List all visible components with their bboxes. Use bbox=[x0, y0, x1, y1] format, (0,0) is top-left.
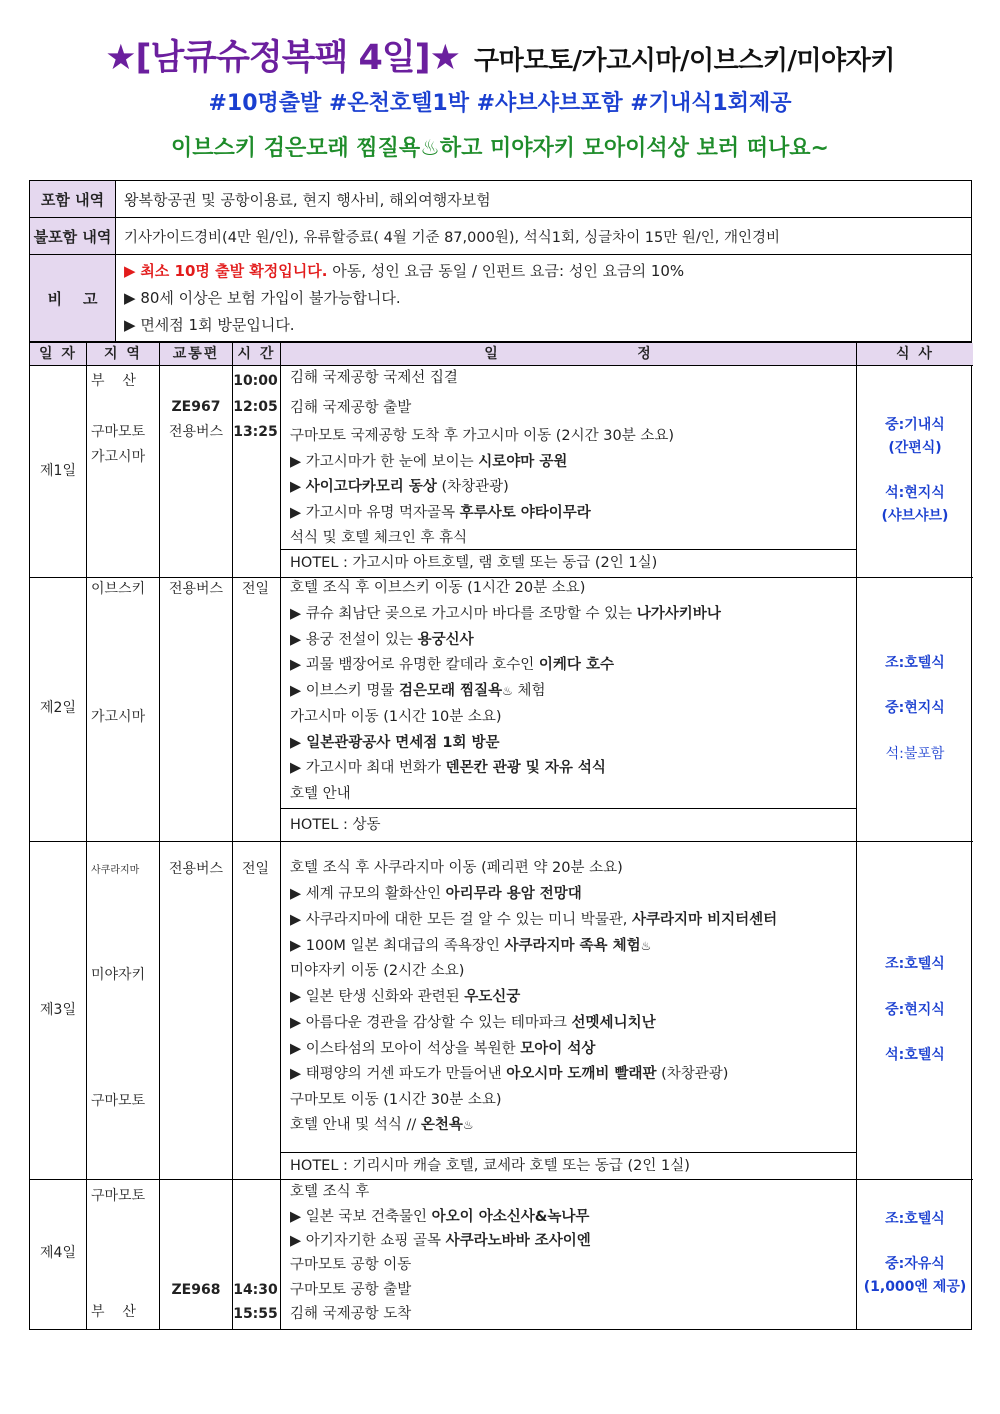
day1-bus: 전용버스 bbox=[168, 424, 224, 440]
day3-meal-lunch: 중:현지식 bbox=[885, 1002, 945, 1018]
day1-line: ▶ 가고시마가 한 눈에 보이는 시로야마 공원 bbox=[290, 454, 568, 470]
day4-region-busan: 부 산 bbox=[91, 1304, 136, 1320]
day2-meal-breakfast: 조:호텔식 bbox=[885, 655, 945, 671]
day4-label: 제4일 bbox=[40, 1245, 76, 1261]
day3-line: 미야자키 이동 (2시간 소요) bbox=[290, 963, 465, 979]
day-divider bbox=[30, 841, 973, 842]
day3-line: ▶ 100M 일본 최대급의 족욕장인 사쿠라지마 족욕 체험♨ bbox=[290, 938, 652, 954]
day4-meal-lunch-note: (1,000엔 제공) bbox=[863, 1279, 967, 1295]
day2-line: 호텔 안내 bbox=[290, 786, 351, 802]
header-region: 지 역 bbox=[87, 343, 159, 366]
day2-bus: 전용버스 bbox=[168, 581, 224, 597]
day1-region-busan: 부 산 bbox=[91, 373, 136, 389]
remark-line-1 bbox=[124, 258, 963, 285]
day3-line: ▶ 태평양의 거센 파도가 만들어낸 아오시마 도깨비 빨래판 (차창관광) bbox=[290, 1066, 729, 1082]
header-time: 시 간 bbox=[233, 343, 280, 366]
day4-meal-breakfast: 조:호텔식 bbox=[885, 1211, 945, 1227]
package-title: ★[남큐슈정복팩 4일]★ bbox=[105, 38, 461, 78]
col-divider bbox=[86, 343, 87, 1329]
day1-time-1: 10:00 bbox=[233, 373, 278, 389]
header-meal: 식 사 bbox=[857, 343, 973, 366]
remark-fare: 아동, 성인 요금 동일 / 인펀트 요금: 성인 요금의 10% bbox=[327, 261, 685, 280]
cities-title: 구마모토/가고시마/이브스키/미야자키 bbox=[474, 46, 895, 76]
day-divider bbox=[30, 1179, 973, 1180]
day2-hotel: HOTEL : 상동 bbox=[290, 817, 381, 833]
remark-line-2 bbox=[124, 285, 963, 312]
day3-meal-breakfast: 조:호텔식 bbox=[885, 956, 945, 972]
day3-line: ▶ 사쿠라지마에 대한 모든 걸 알 수 있는 미니 박물관, 사쿠라지마 비지터센터 bbox=[290, 912, 778, 928]
day1-hotel: HOTEL : 가고시마 아트호텔, 램 호텔 또는 동급 (2인 1실) bbox=[290, 555, 658, 571]
day3-line: ▶ 일본 탄생 신화와 관련된 우도신궁 bbox=[290, 989, 521, 1005]
excluded-label: 불포함 내역 bbox=[30, 218, 116, 255]
day4-meal-lunch: 중:자유식 bbox=[885, 1256, 945, 1272]
day3-hotel: HOTEL : 기리시마 캐슬 호텔, 쿄세라 호텔 또는 동급 (2인 1실) bbox=[290, 1158, 690, 1174]
remark-line-3 bbox=[124, 312, 963, 339]
day2-region-kagoshima: 가고시마 bbox=[91, 709, 146, 725]
day2-label: 제2일 bbox=[40, 700, 76, 716]
day1-line: 김해 국제공항 출발 bbox=[290, 400, 412, 416]
header-date: 일 자 bbox=[30, 343, 86, 366]
day4-line: 김해 국제공항 도착 bbox=[290, 1306, 412, 1322]
day1-meal-lunch: 중:기내식 bbox=[885, 417, 945, 433]
day3-line: 호텔 안내 및 석식 // 온천욕♨ bbox=[290, 1117, 474, 1133]
day4-line: ▶ 아기자기한 쇼핑 골목 사쿠라노바바 조사이엔 bbox=[290, 1233, 591, 1249]
day-divider bbox=[30, 577, 973, 578]
remark-label: 비 고 bbox=[30, 255, 116, 342]
excluded-row bbox=[30, 218, 972, 255]
day3-line: ▶ 아름다운 경관을 감상할 수 있는 테마파크 선멧세니치난 bbox=[290, 1015, 656, 1031]
day1-time-3: 13:25 bbox=[233, 424, 278, 440]
day2-line: ▶ 용궁 전설이 있는 용궁신사 bbox=[290, 632, 474, 648]
day1-flight: ZE967 bbox=[171, 399, 221, 415]
included-row bbox=[30, 181, 972, 218]
remark-text bbox=[116, 255, 972, 342]
day3-line: 구마모토 이동 (1시간 30분 소요) bbox=[290, 1092, 502, 1108]
day4-line: 구마모토 공항 이동 bbox=[290, 1257, 412, 1273]
day2-meal-dinner: 석:불포함 bbox=[885, 746, 945, 762]
tagline: 이브스키 검은모래 찜질욕♨하고 미야자키 모아이석상 보러 떠나요~ bbox=[171, 136, 829, 161]
triangle-icon: ▶ bbox=[124, 288, 141, 307]
day3-bus: 전용버스 bbox=[168, 861, 224, 877]
day3-line: ▶ 이스타섬의 모아이 석상을 복원한 모아이 석상 bbox=[290, 1041, 596, 1057]
hot-spring-icon: ♨ bbox=[502, 684, 513, 698]
page-title-row bbox=[0, 30, 1000, 80]
day1-meal-dinner: 석:현지식 bbox=[885, 485, 945, 501]
col-divider bbox=[280, 343, 281, 1329]
day1-region-kagoshima: 가고시마 bbox=[91, 449, 146, 465]
day1-meal-dinner-note: (샤브샤브) bbox=[881, 508, 949, 524]
hotel-divider bbox=[280, 1152, 856, 1153]
day1-line: 석식 및 호텔 체크인 후 휴식 bbox=[290, 530, 468, 546]
day2-region-ibusuki: 이브스키 bbox=[91, 581, 146, 597]
schedule-table bbox=[29, 342, 972, 1330]
col-divider bbox=[159, 343, 160, 1329]
hashtags: #10명출발 #온천호텔1박 #샤브샤브포함 #기내식1회제공 bbox=[208, 91, 792, 116]
day2-line: 가고시마 이동 (1시간 10분 소요) bbox=[290, 709, 502, 725]
header-transport: 교통편 bbox=[160, 343, 232, 366]
day3-line: 호텔 조식 후 사쿠라지마 이동 (페리편 약 20분 소요) bbox=[290, 860, 623, 876]
day1-line: ▶ 사이고다카모리 동상 (차창관광) bbox=[290, 479, 509, 495]
day1-meal-lunch-note: (간편식) bbox=[888, 440, 942, 456]
remark-min-people: 최소 10명 출발 확정입니다. bbox=[140, 261, 328, 280]
hot-spring-icon: ♨ bbox=[462, 1118, 474, 1132]
red-triangle-icon: ▶ bbox=[124, 261, 141, 280]
day1-line: 김해 국제공항 국제선 집결 bbox=[290, 370, 458, 386]
info-table bbox=[29, 180, 972, 342]
header-itinerary: 일 정 bbox=[281, 343, 856, 366]
included-text: 왕복항공권 및 공항이용료, 현지 행사비, 해외여행자보험 bbox=[116, 181, 972, 218]
day2-time: 전일 bbox=[241, 581, 270, 597]
col-divider bbox=[232, 343, 233, 1329]
day3-region-kumamoto: 구마모토 bbox=[91, 1093, 146, 1109]
day4-region-kumamoto: 구마모토 bbox=[91, 1188, 146, 1204]
day1-time-2: 12:05 bbox=[233, 399, 278, 415]
day1-label: 제1일 bbox=[40, 463, 76, 479]
remark-insurance: 80세 이상은 보험 가입이 불가능합니다. bbox=[140, 288, 401, 307]
day4-flight: ZE968 bbox=[171, 1282, 221, 1298]
day2-line: ▶ 가고시마 최대 번화가 덴몬칸 관광 및 자유 석식 bbox=[290, 760, 606, 776]
day3-meal-dinner: 석:호텔식 bbox=[885, 1047, 945, 1063]
day3-region-sakurajima: 사쿠라지마 bbox=[91, 865, 140, 876]
day2-line: ▶ 일본관광공사 면세점 1회 방문 bbox=[290, 735, 500, 751]
hot-spring-icon: ♨ bbox=[640, 939, 652, 953]
day4-time-2: 15:55 bbox=[233, 1306, 278, 1322]
day2-meal-lunch: 중:현지식 bbox=[885, 700, 945, 716]
day2-line: 호텔 조식 후 이브스키 이동 (1시간 20분 소요) bbox=[290, 580, 586, 596]
remark-dutyfree: 면세점 1회 방문입니다. bbox=[140, 315, 295, 334]
day2-line: ▶ 괴물 뱀장어로 유명한 칼데라 호수인 이케다 호수 bbox=[290, 657, 615, 673]
triangle-icon: ▶ bbox=[124, 315, 141, 334]
hotel-divider bbox=[280, 549, 856, 550]
day3-label: 제3일 bbox=[40, 1002, 76, 1018]
day3-region-miyazaki: 미야자키 bbox=[91, 967, 146, 983]
hotel-divider bbox=[280, 808, 856, 809]
day4-line: 호텔 조식 후 bbox=[290, 1184, 370, 1200]
day4-line: ▶ 일본 국보 건축물인 아오이 아소신사&녹나무 bbox=[290, 1209, 590, 1225]
excluded-text: 기사가이드경비(4만 원/인), 유류할증료( 4월 기준 87,000원), 석식1회, 싱글차이 15만 원/인, 개인경비 bbox=[116, 218, 972, 255]
day2-line: ▶ 이브스키 명물 검은모래 찜질욕♨ 체험 bbox=[290, 683, 546, 699]
day4-time-1: 14:30 bbox=[233, 1282, 278, 1298]
day4-line: 구마모토 공항 출발 bbox=[290, 1282, 412, 1298]
day1-line: 구마모토 국제공항 도착 후 가고시마 이동 (2시간 30분 소요) bbox=[290, 428, 675, 444]
day1-line: ▶ 가고시마 유명 먹자골목 후루사토 야타이무라 bbox=[290, 505, 591, 521]
remark-row bbox=[30, 255, 972, 342]
day3-line: ▶ 세계 규모의 활화산인 아리무라 용암 전망대 bbox=[290, 886, 582, 902]
day2-line: ▶ 큐슈 최남단 곶으로 가고시마 바다를 조망할 수 있는 나가사키바나 bbox=[290, 606, 721, 622]
day1-region-kumamoto: 구마모토 bbox=[91, 424, 146, 440]
included-label: 포함 내역 bbox=[30, 181, 116, 218]
day3-time: 전일 bbox=[241, 861, 270, 877]
